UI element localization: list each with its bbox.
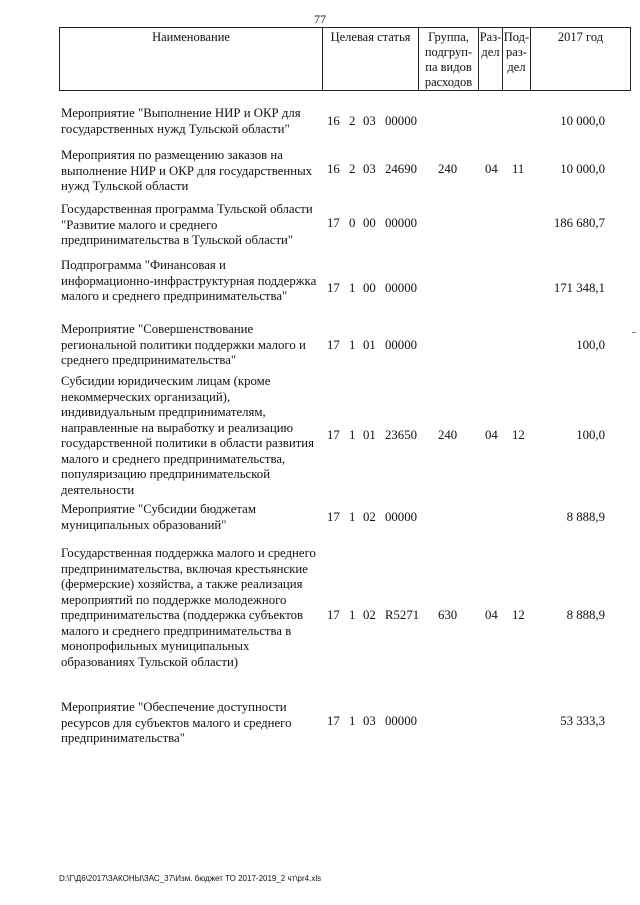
amount: 100,0 — [576, 428, 605, 442]
header-subsection-line: дел — [507, 60, 526, 74]
table-header — [59, 27, 631, 91]
header-group-line: па видов — [425, 60, 472, 74]
target-part-4: R5271 — [385, 608, 420, 622]
header-group-line: подгруп- — [424, 45, 473, 59]
section-code: 04 — [485, 608, 498, 622]
section-code: 04 — [485, 428, 498, 442]
row-name: Мероприятия по размещению заказов на выполнение НИР и ОКР для государственных нужд Тульской области — [61, 148, 313, 193]
subsection-code: 12 — [512, 608, 525, 622]
target-part-2: 1 — [349, 428, 356, 442]
target-part-1: 17 — [327, 216, 340, 230]
amount: 171 348,1 — [553, 281, 605, 295]
target-part-2: 1 — [349, 510, 356, 524]
amount: 10 000,0 — [560, 162, 605, 176]
row-name: Мероприятие "Субсидии бюджетам муниципальных образований" — [61, 502, 256, 532]
target-part-1: 17 — [327, 281, 340, 295]
target-part-1: 17 — [327, 510, 340, 524]
header-target-label: Целевая статья — [330, 30, 411, 44]
header-group-line: Группа, — [428, 30, 469, 44]
header-name — [60, 28, 322, 90]
header-year — [530, 28, 630, 90]
target-part-3: 00 — [363, 281, 376, 295]
target-part-1: 16 — [327, 114, 340, 128]
group-code: 240 — [438, 428, 458, 442]
header-name-label: Наименование — [152, 30, 230, 44]
row-name: Субсидии юридическим лицам (кроме некоммерческих организаций), индивидуальным предпринимателям, направленные на выработку и реализацию государственной политики в области развития малого и среднего предпринимательства, популяризацию предпринимательской деятельности — [61, 374, 314, 497]
row-name: Мероприятие "Совершенствование региональной политики поддержки малого и среднего предпринимательства" — [61, 322, 306, 367]
target-part-3: 00 — [363, 216, 376, 230]
amount: 53 333,3 — [560, 714, 605, 728]
subsection-code: 11 — [512, 162, 525, 176]
target-part-3: 02 — [363, 510, 376, 524]
group-code: 240 — [438, 162, 458, 176]
target-part-2: 1 — [349, 714, 356, 728]
target-part-1: 17 — [327, 428, 340, 442]
header-section — [478, 28, 502, 90]
header-group-line: расходов — [424, 75, 473, 89]
target-part-1: 16 — [327, 162, 340, 176]
target-part-3: 01 — [363, 428, 376, 442]
amount: 10 000,0 — [560, 114, 605, 128]
group-code: 630 — [438, 608, 458, 622]
row-name: Мероприятие "Выполнение НИР и ОКР для государственных нужд Тульской области" — [61, 106, 301, 136]
target-part-4: 00000 — [385, 714, 417, 728]
target-part-4: 00000 — [385, 338, 417, 352]
target-part-2: 2 — [349, 162, 356, 176]
target-part-2: 1 — [349, 281, 356, 295]
target-part-4: 00000 — [385, 216, 417, 230]
target-part-3: 02 — [363, 608, 376, 622]
header-target — [322, 28, 418, 90]
header-year-label: 2017 год — [557, 30, 604, 44]
row-name: Подпрограмма "Финансовая и информационно-инфраструктурная поддержка малого и среднего предпринимательства" — [61, 258, 317, 303]
margin-mark — [632, 332, 636, 333]
footer-file-path: D:\Г\Д6\2017\ЗАКОНЫ\ЗАС_37\Изм. бюджет ТО 2017-2019_2 чт\pr4.xls — [59, 874, 322, 883]
target-part-3: 03 — [363, 714, 376, 728]
target-part-2: 2 — [349, 114, 356, 128]
amount: 186 680,7 — [553, 216, 605, 230]
target-part-4: 24690 — [385, 162, 417, 176]
target-part-2: 0 — [349, 216, 356, 230]
header-subsection-line: Под- — [503, 30, 530, 44]
target-part-4: 00000 — [385, 281, 417, 295]
target-part-4: 00000 — [385, 114, 417, 128]
target-part-1: 17 — [327, 338, 340, 352]
target-part-3: 03 — [363, 162, 376, 176]
subsection-code: 12 — [512, 428, 525, 442]
amount: 8 888,9 — [566, 608, 605, 622]
header-section-line: Раз- — [479, 30, 502, 44]
target-part-3: 03 — [363, 114, 376, 128]
page-number: 77 — [314, 12, 326, 26]
row-name: Мероприятие "Обеспечение доступности ресурсов для субъектов малого и среднего предпринимательства" — [61, 700, 292, 745]
target-part-3: 01 — [363, 338, 376, 352]
header-subsection — [502, 28, 530, 90]
header-section-line: дел — [481, 45, 500, 59]
target-part-4: 00000 — [385, 510, 417, 524]
section-code: 04 — [485, 162, 498, 176]
header-group — [418, 28, 478, 90]
header-subsection-line: раз- — [506, 45, 527, 59]
amount: 8 888,9 — [566, 510, 605, 524]
row-name: Государственная программа Тульской области "Развитие малого и среднего предпринимательства в Тульской области" — [61, 202, 313, 247]
amount: 100,0 — [576, 338, 605, 352]
target-part-2: 1 — [349, 608, 356, 622]
target-part-2: 1 — [349, 338, 356, 352]
target-part-1: 17 — [327, 608, 340, 622]
target-part-1: 17 — [327, 714, 340, 728]
row-name: Государственная поддержка малого и среднего предпринимательства, включая крестьянские (фермерские) хозяйства, а также реализация мероприятий по поддержке молодежного предпринимательства (поддержка субъектов малого и среднего предпринимательства в монопрофильных муниципальных образованиях Тульской области) — [61, 546, 316, 669]
target-part-4: 23650 — [385, 428, 417, 442]
